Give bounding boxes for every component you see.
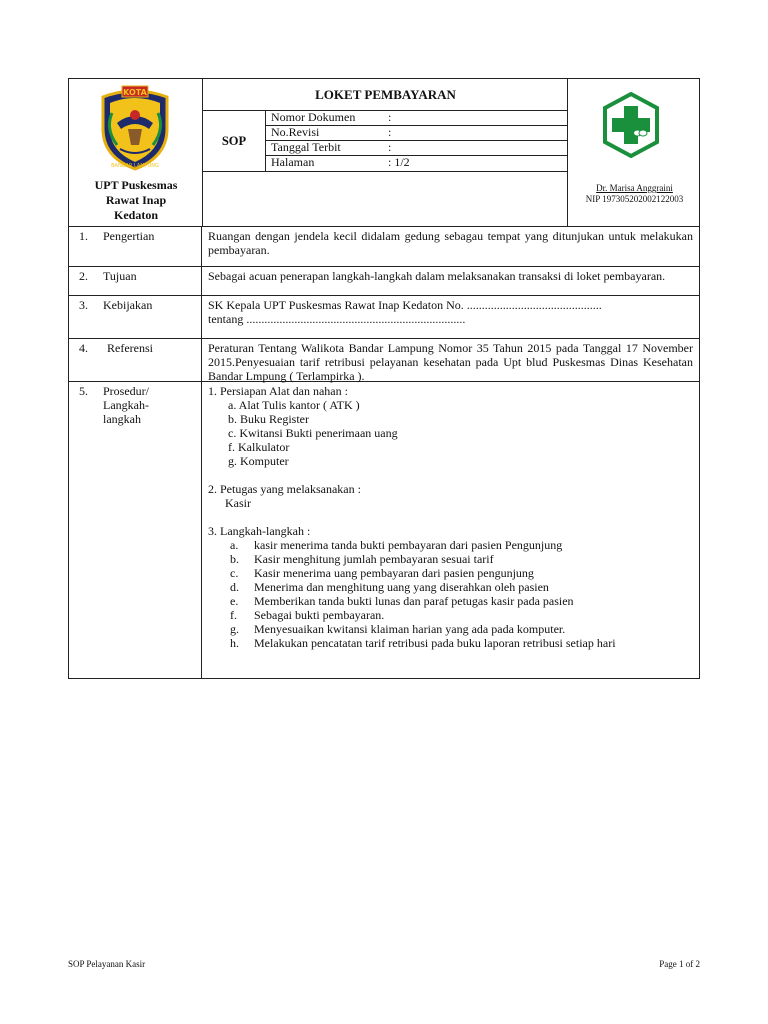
meta-row-no-revisi: No.Revisi :	[271, 125, 392, 139]
section-text-line: SK Kepala UPT Puskesmas Rawat Inap Kedaton No. .............................................	[208, 298, 602, 312]
meta-row-tanggal-terbit: Tanggal Terbit :	[271, 140, 392, 154]
section-text-line: tentang .........................................................................	[208, 312, 466, 326]
section-tujuan: 2. Tujuan Sebagai acuan penerapan langkah-langkah dalam melaksanakan transaksi di loket pembayaran.	[69, 266, 699, 295]
list-item: c. Kasir menerima uang pembayaran dari pasien pengunjung	[230, 566, 534, 580]
list-item: c. Kwitansi Bukti penerimaan uang	[228, 426, 398, 440]
list-item: g. Komputer	[228, 454, 289, 468]
section-text: Sebagai acuan penerapan langkah-langkah dalam melaksanakan transaksi di loket pembayaran.	[208, 269, 666, 283]
health-cross-logo-icon	[599, 92, 663, 158]
logo-bandar-lampung-text: BANDAR LAMPUNG	[111, 163, 159, 169]
section-prosedur: 5. Prosedur/ Langkah- langkah 1. Persiapan Alat dan nahan : a. Alat Tulis kantor ( ATK ) b. Buku Register c. Kwitansi Bukti penerimaan uang f. Kalkulator g. Komputer 2. Petugas yang melaksanakan : Kasir 3. Langkah-langkah : a. kasir menerima tanda bukti pembayaran dari pasien Pengunjung b. Kasir menghitung jumlah pembayaran sesuai tarif c. Kasir menerima uang pembayaran dari pasien pengunjung d. Menerima dan menghitung uang yang diserahkan oleh pasien e. Memberikan tanda bukti lunas dan paraf petugas kasir pada pasien f. Sebagai bukti pembayaran. g. Menyesuaikan kwitansi klaiman harian yang ada pada komputer. h. Melakukan pencatatan tarif retribusi pada buku laporan retribusi setiap hari	[69, 381, 699, 678]
signer-nip: NIP 197305202002122003	[585, 194, 684, 204]
procedure-part-2-value: Kasir	[225, 496, 251, 510]
section-text: Ruangan dengan jendela kecil didalam gedung sebagau tempat yang ditunjukan untuk melakukan pembayaran.	[208, 229, 693, 257]
list-item: h. Melakukan pencatatan tarif retribusi pada buku laporan retribusi setiap hari	[230, 636, 616, 650]
section-kebijakan: 3. Kebijakan SK Kepala UPT Puskesmas Rawat Inap Kedaton No. ............................................. tentang .........................................................................	[69, 295, 699, 338]
list-item: b. Kasir menghitung jumlah pembayaran sesuai tarif	[230, 552, 494, 566]
section-text: Peraturan Tentang Walikota Bandar Lampung Nomor 35 Tahun 2015 pada Tanggal 17 November 2015.Penyesuaian tarif retribusi pelayanan kesehatan pada Upt blud Puskesmas Dinas Kesehatan Bandar Lmpung ( Terlampirka ).	[208, 341, 693, 383]
signer-name: Dr. Marisa Anggraini	[596, 183, 673, 193]
footer-document-name: SOP Pelayanan Kasir	[68, 959, 146, 969]
sop-label: SOP	[221, 134, 247, 148]
section-pengertian: 1. Pengertian Ruangan dengan jendela kecil didalam gedung sebagau tempat yang ditunjukan untuk melakukan pembayaran.	[69, 227, 699, 266]
procedure-part-2-title: 2. Petugas yang melaksanakan :	[208, 482, 361, 496]
list-item: b. Buku Register	[228, 412, 309, 426]
footer-page-number: Page 1 of 2	[659, 959, 700, 969]
document-header	[68, 78, 700, 227]
meta-row-nomor-dokumen: Nomor Dokumen :	[271, 110, 392, 124]
list-item: g. Menyesuaikan kwitansi klaiman harian yang ada pada komputer.	[230, 622, 566, 636]
list-item: f. Sebagai bukti pembayaran.	[230, 608, 385, 622]
section-referensi: 4. Referensi Peraturan Tentang Walikota Bandar Lampung Nomor 35 Tahun 2015 pada Tanggal 17 November 2015.Penyesuaian tarif retribusi pelayanan kesehatan pada Upt blud Puskesmas Dinas Kesehatan Bandar Lmpung ( Terlampirka ).	[69, 338, 699, 381]
list-item: f. Kalkulator	[228, 440, 290, 454]
sop-document	[68, 78, 700, 679]
list-item: a. Alat Tulis kantor ( ATK )	[228, 398, 360, 412]
organization-name: UPT Puskesmas Rawat Inap Kedaton	[94, 178, 178, 222]
list-item: e. Memberikan tanda bukti lunas dan paraf petugas kasir pada pasien	[230, 594, 574, 608]
sop-body-table	[68, 227, 700, 679]
meta-row-halaman: Halaman : 1/2	[271, 155, 410, 169]
procedure-part-1-title: 1. Persiapan Alat dan nahan :	[208, 384, 348, 398]
bandar-lampung-emblem-icon	[95, 83, 175, 171]
document-title: LOKET PEMBAYARAN	[315, 87, 456, 102]
list-item: d. Menerima dan menghitung uang yang diserahkan oleh pasien	[230, 580, 549, 594]
approval-signature-block	[568, 183, 701, 205]
procedure-content	[202, 382, 699, 678]
list-item: a. kasir menerima tanda bukti pembayaran dari pasien Pengunjung	[230, 538, 563, 552]
logo-kota-text: KOTA	[123, 88, 147, 97]
procedure-part-3-title: 3. Langkah-langkah :	[208, 524, 311, 538]
